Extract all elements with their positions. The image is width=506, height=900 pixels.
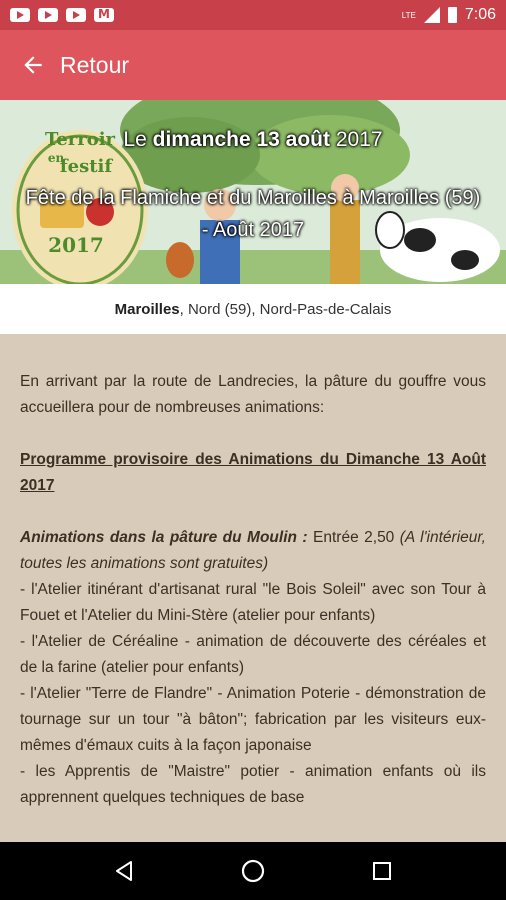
- nav-recents-button[interactable]: [368, 857, 396, 885]
- poster-year: 2017: [48, 233, 104, 257]
- animations-title: Animations dans la pâture du Moulin :: [20, 529, 308, 546]
- nav-back-button[interactable]: [110, 857, 138, 885]
- intro-paragraph: En arrivant par la route de Landrecies, la pâture du gouffre vous accueillera pour de nombreuses animations:: [20, 373, 486, 416]
- location-town: Maroilles: [114, 300, 180, 318]
- list-item: - l'Atelier de Céréaline - animation de découverte des céréales et de la farine (atelier pour enfants): [20, 633, 486, 676]
- poster-word-terroir: Terroir: [44, 129, 116, 150]
- youtube-icon: [38, 8, 58, 22]
- list-item: - l'Atelier itinérant d'artisanat rural "le Bois Soleil" avec son Tour à Fouet et l'Atelier du Mini-Stère (atelier pour enfants): [20, 581, 486, 624]
- clock: 7:06: [464, 6, 496, 23]
- list-item: - l'Atelier "Terre de Flandre" - Animation Poterie - démonstration de tournage sur un tour "à bâton"; fabrication par les visiteurs eux-mêmes d'émaux cuits à la façon japonaise: [20, 685, 486, 754]
- circle-home-icon: [240, 858, 266, 884]
- event-hero: [0, 100, 506, 284]
- animations-paragraph: [20, 525, 486, 577]
- app-bar: [0, 30, 506, 100]
- battery-icon: [448, 7, 457, 23]
- triangle-back-icon: [112, 859, 136, 883]
- date-prefix: Le: [123, 128, 147, 151]
- poster-word-en: en: [47, 151, 65, 165]
- poster-word-festif: festif: [59, 156, 113, 177]
- square-recents-icon: [371, 860, 393, 882]
- list-item: - les Apprentis de "Maistre" potier - animation enfants où ils apprennent quelques techniques de base: [20, 763, 486, 806]
- event-date: [0, 128, 506, 152]
- back-button-label[interactable]: Retour: [60, 51, 130, 78]
- signal-icon: [424, 7, 440, 23]
- animations-fee: Entrée 2,50: [307, 529, 400, 546]
- network-type: LTE: [401, 10, 416, 20]
- location-region: , Nord (59), Nord-Pas-de-Calais: [179, 300, 392, 318]
- youtube-icon: [66, 8, 86, 22]
- nav-home-button[interactable]: [239, 857, 267, 885]
- event-title: Fête de la Flamiche et du Maroilles à Maroilles (59) - Août 2017: [25, 187, 481, 241]
- date-year: 2017: [335, 128, 383, 151]
- back-arrow-icon[interactable]: [20, 52, 46, 78]
- program-heading: Programme provisoire des Animations du Dimanche 13 Août 2017: [20, 451, 486, 494]
- event-location: [0, 284, 506, 334]
- status-bar: [0, 0, 506, 30]
- gmail-icon: [94, 8, 114, 22]
- navigation-bar: [0, 842, 506, 900]
- event-description: [0, 334, 506, 842]
- date-main: dimanche 13 août: [152, 128, 331, 151]
- animations-note: (A l'intérieur, toutes les animations sont gratuites): [20, 529, 486, 572]
- youtube-icon: [10, 8, 30, 22]
